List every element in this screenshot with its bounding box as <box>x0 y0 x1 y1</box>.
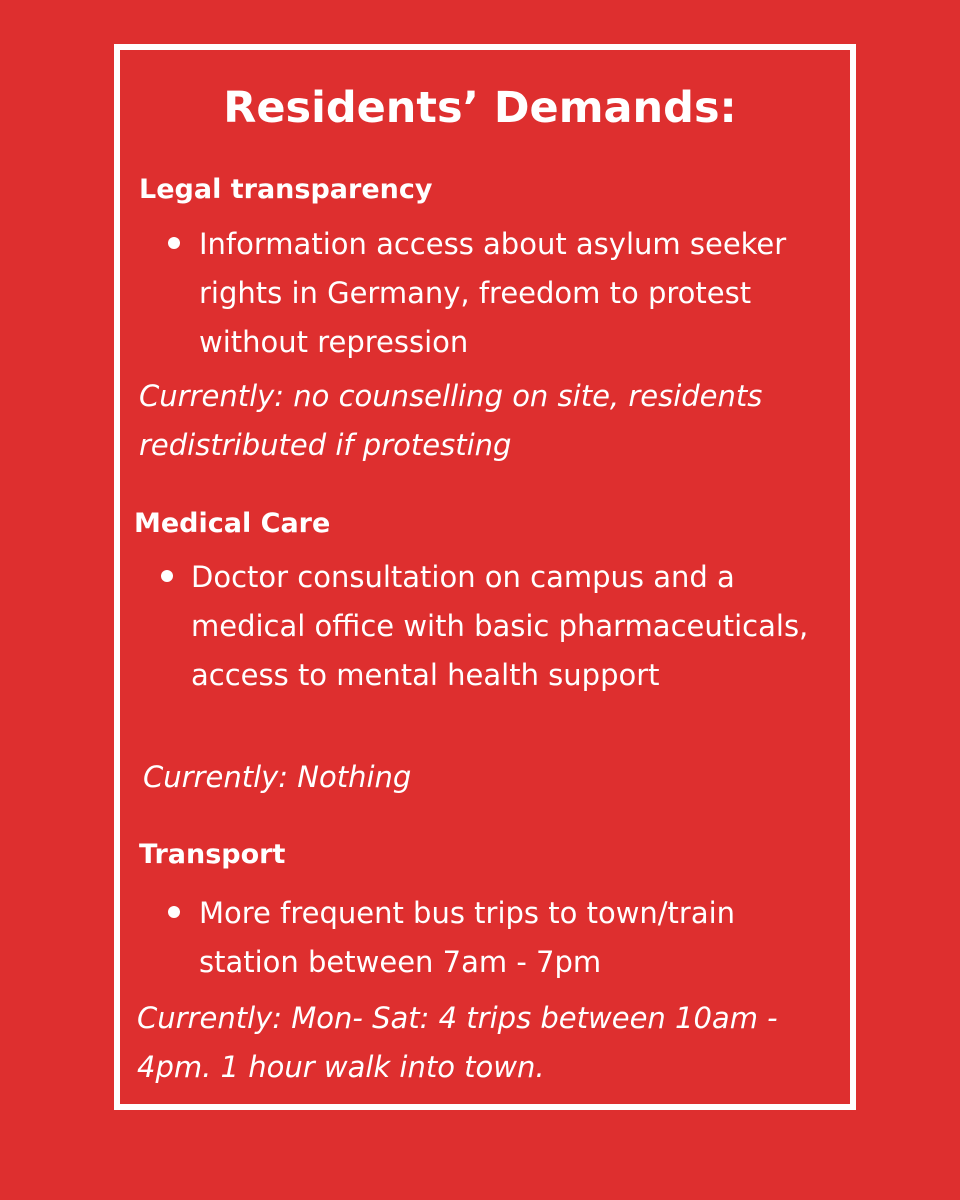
section-heading: Legal transparency <box>139 174 433 205</box>
bullet-text: Doctor consultation on campus and a medical office with basic pharmaceuticals, access to mental health support <box>191 560 809 692</box>
page-title: Residents’ Demands: <box>223 83 737 133</box>
bullet-icon <box>168 237 180 249</box>
bullet-icon <box>161 570 173 582</box>
bullet-text: Information access about asylum seeker rights in Germany, freedom to protest without repression <box>199 227 787 359</box>
section-heading: Medical Care <box>134 508 331 539</box>
section-heading: Transport <box>139 839 286 870</box>
bullet-icon <box>168 906 180 918</box>
current-status: Currently: Nothing <box>143 760 412 794</box>
current-status: Currently: Mon- Sat: 4 trips between 10am - 4pm. 1 hour walk into town. <box>137 1001 778 1084</box>
bullet-text: More frequent bus trips to town/train station between 7am - 7pm <box>199 896 736 979</box>
current-status: Currently: no counselling on site, residents redistributed if protesting <box>139 379 763 462</box>
